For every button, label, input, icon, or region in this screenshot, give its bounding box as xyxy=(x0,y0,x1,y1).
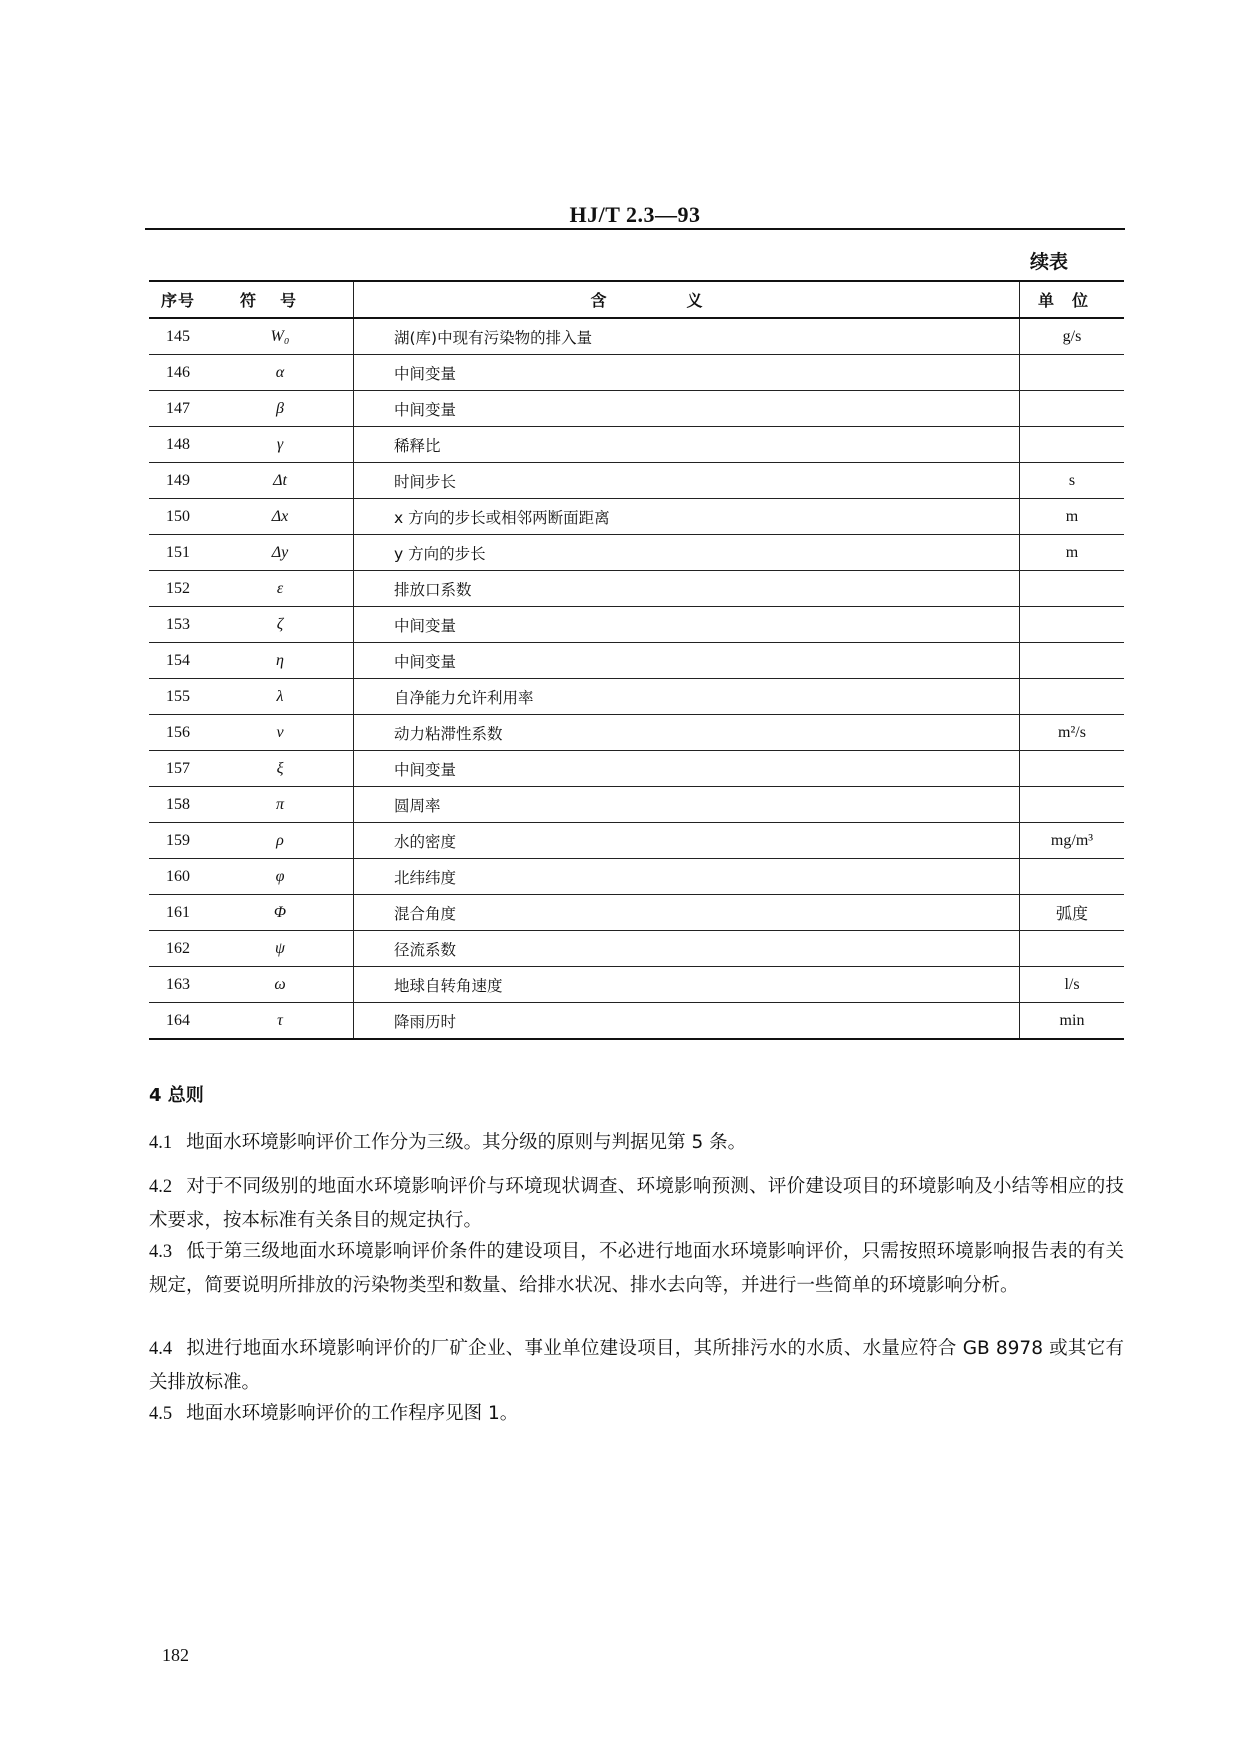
row-unit xyxy=(1020,931,1125,967)
row-symbol: ν xyxy=(207,715,354,751)
row-meaning: 动力粘滞性系数 xyxy=(354,715,1020,751)
row-meaning: 中间变量 xyxy=(354,607,1020,643)
row-unit: g/s xyxy=(1020,318,1125,355)
clause-paragraph xyxy=(149,1397,1124,1431)
table-row xyxy=(149,571,1124,607)
row-number: 148 xyxy=(149,427,207,463)
clause-number: 4.1 xyxy=(149,1133,173,1153)
row-number: 150 xyxy=(149,499,207,535)
table-row xyxy=(149,463,1124,499)
row-symbol: π xyxy=(207,787,354,823)
row-unit xyxy=(1020,679,1125,715)
row-number: 154 xyxy=(149,643,207,679)
clause-number: 4.2 xyxy=(149,1177,173,1197)
column-header-number: 序号 xyxy=(149,281,207,318)
row-unit xyxy=(1020,859,1125,895)
table-row xyxy=(149,607,1124,643)
continued-table-label: 续表 xyxy=(1030,251,1069,273)
row-number: 145 xyxy=(149,318,207,355)
row-number: 147 xyxy=(149,391,207,427)
row-number: 157 xyxy=(149,751,207,787)
table-row xyxy=(149,1003,1124,1040)
row-meaning: 中间变量 xyxy=(354,751,1020,787)
clause-paragraph xyxy=(149,1332,1124,1399)
clause-text: 对于不同级别的地面水环境影响评价与环境现状调查、环境影响预测、评价建设项目的环境影响及小结等相应的技术要求，按本标准有关条目的规定执行。 xyxy=(149,1176,1124,1231)
row-unit: mg/m³ xyxy=(1020,823,1125,859)
row-symbol: Δt xyxy=(207,463,354,499)
row-meaning: y 方向的步长 xyxy=(354,535,1020,571)
table-row xyxy=(149,895,1124,931)
row-meaning: 降雨历时 xyxy=(354,1003,1020,1040)
row-number: 159 xyxy=(149,823,207,859)
row-meaning: 水的密度 xyxy=(354,823,1020,859)
table-row xyxy=(149,751,1124,787)
row-unit xyxy=(1020,571,1125,607)
row-meaning: 中间变量 xyxy=(354,643,1020,679)
row-symbol: ρ xyxy=(207,823,354,859)
row-unit: m²/s xyxy=(1020,715,1125,751)
row-unit xyxy=(1020,355,1125,391)
row-meaning: x 方向的步长或相邻两断面距离 xyxy=(354,499,1020,535)
row-number: 162 xyxy=(149,931,207,967)
row-meaning: 排放口系数 xyxy=(354,571,1020,607)
running-header xyxy=(145,200,1125,230)
table-row xyxy=(149,318,1124,355)
clause-paragraph xyxy=(149,1126,1124,1160)
clause-text: 地面水环境影响评价的工作程序见图 1。 xyxy=(186,1403,519,1424)
clause-paragraph xyxy=(149,1235,1124,1302)
row-symbol: ω xyxy=(207,967,354,1003)
row-number: 146 xyxy=(149,355,207,391)
column-header-meaning: 含义 xyxy=(354,281,1020,318)
table-header-row xyxy=(149,281,1124,318)
row-symbol: W₀ xyxy=(207,318,354,355)
table-row xyxy=(149,499,1124,535)
row-meaning: 混合角度 xyxy=(354,895,1020,931)
table-body xyxy=(149,318,1124,1039)
clause-text: 地面水环境影响评价工作分为三级。其分级的原则与判据见第 5 条。 xyxy=(186,1132,747,1153)
clause-text: 低于第三级地面水环境影响评价条件的建设项目，不必进行地面水环境影响评价，只需按照环境影响报告表的有关规定，简要说明所排放的污染物类型和数量、给排水状况、排水去向等，并进行一些简单的环境影响分析。 xyxy=(149,1241,1124,1296)
standard-code: HJ/T 2.3—93 xyxy=(569,202,701,227)
clause-number: 4.5 xyxy=(149,1404,173,1424)
row-symbol: λ xyxy=(207,679,354,715)
clause-number: 4.4 xyxy=(149,1339,173,1359)
table-row xyxy=(149,643,1124,679)
row-number: 158 xyxy=(149,787,207,823)
row-number: 163 xyxy=(149,967,207,1003)
row-unit: 弧度 xyxy=(1020,895,1125,931)
row-number: 160 xyxy=(149,859,207,895)
row-symbol: Δx xyxy=(207,499,354,535)
row-meaning: 稀释比 xyxy=(354,427,1020,463)
row-meaning: 圆周率 xyxy=(354,787,1020,823)
row-symbol: ε xyxy=(207,571,354,607)
clause-paragraph xyxy=(149,1170,1124,1237)
row-unit xyxy=(1020,787,1125,823)
row-unit: s xyxy=(1020,463,1125,499)
table-row xyxy=(149,391,1124,427)
row-symbol: φ xyxy=(207,859,354,895)
row-number: 149 xyxy=(149,463,207,499)
row-unit xyxy=(1020,643,1125,679)
row-meaning: 径流系数 xyxy=(354,931,1020,967)
row-number: 156 xyxy=(149,715,207,751)
row-symbol: η xyxy=(207,643,354,679)
column-header-symbol: 符号 xyxy=(207,281,354,318)
row-symbol: ψ xyxy=(207,931,354,967)
table-row xyxy=(149,931,1124,967)
symbol-table xyxy=(149,280,1124,1040)
row-meaning: 自净能力允许利用率 xyxy=(354,679,1020,715)
row-unit: l/s xyxy=(1020,967,1125,1003)
row-number: 155 xyxy=(149,679,207,715)
row-symbol: ξ xyxy=(207,751,354,787)
row-unit xyxy=(1020,751,1125,787)
section-heading: 4 总则 xyxy=(149,1085,204,1106)
row-symbol: τ xyxy=(207,1003,354,1040)
row-symbol: Φ xyxy=(207,895,354,931)
row-meaning: 地球自转角速度 xyxy=(354,967,1020,1003)
table-row xyxy=(149,787,1124,823)
row-unit xyxy=(1020,391,1125,427)
row-meaning: 时间步长 xyxy=(354,463,1020,499)
table-row xyxy=(149,823,1124,859)
table-row xyxy=(149,679,1124,715)
row-meaning: 北纬纬度 xyxy=(354,859,1020,895)
row-unit xyxy=(1020,427,1125,463)
row-symbol: α xyxy=(207,355,354,391)
table-row xyxy=(149,967,1124,1003)
row-number: 152 xyxy=(149,571,207,607)
row-unit: m xyxy=(1020,499,1125,535)
table-row xyxy=(149,427,1124,463)
row-unit: m xyxy=(1020,535,1125,571)
row-unit: min xyxy=(1020,1003,1125,1040)
row-symbol: β xyxy=(207,391,354,427)
row-unit xyxy=(1020,607,1125,643)
clause-number: 4.3 xyxy=(149,1242,173,1262)
table-row xyxy=(149,355,1124,391)
row-meaning: 中间变量 xyxy=(354,391,1020,427)
page-number: 182 xyxy=(162,1645,189,1665)
row-meaning: 湖(库)中现有污染物的排入量 xyxy=(354,318,1020,355)
row-number: 153 xyxy=(149,607,207,643)
row-number: 161 xyxy=(149,895,207,931)
clause-text: 拟进行地面水环境影响评价的厂矿企业、事业单位建设项目，其所排污水的水质、水量应符合 GB 8978 或其它有关排放标准。 xyxy=(149,1338,1124,1393)
column-header-unit: 单位 xyxy=(1020,281,1125,318)
row-symbol: Δy xyxy=(207,535,354,571)
row-symbol: ζ xyxy=(207,607,354,643)
table-row xyxy=(149,859,1124,895)
row-symbol: γ xyxy=(207,427,354,463)
table-row xyxy=(149,715,1124,751)
table-row xyxy=(149,535,1124,571)
row-number: 164 xyxy=(149,1003,207,1040)
row-number: 151 xyxy=(149,535,207,571)
row-meaning: 中间变量 xyxy=(354,355,1020,391)
